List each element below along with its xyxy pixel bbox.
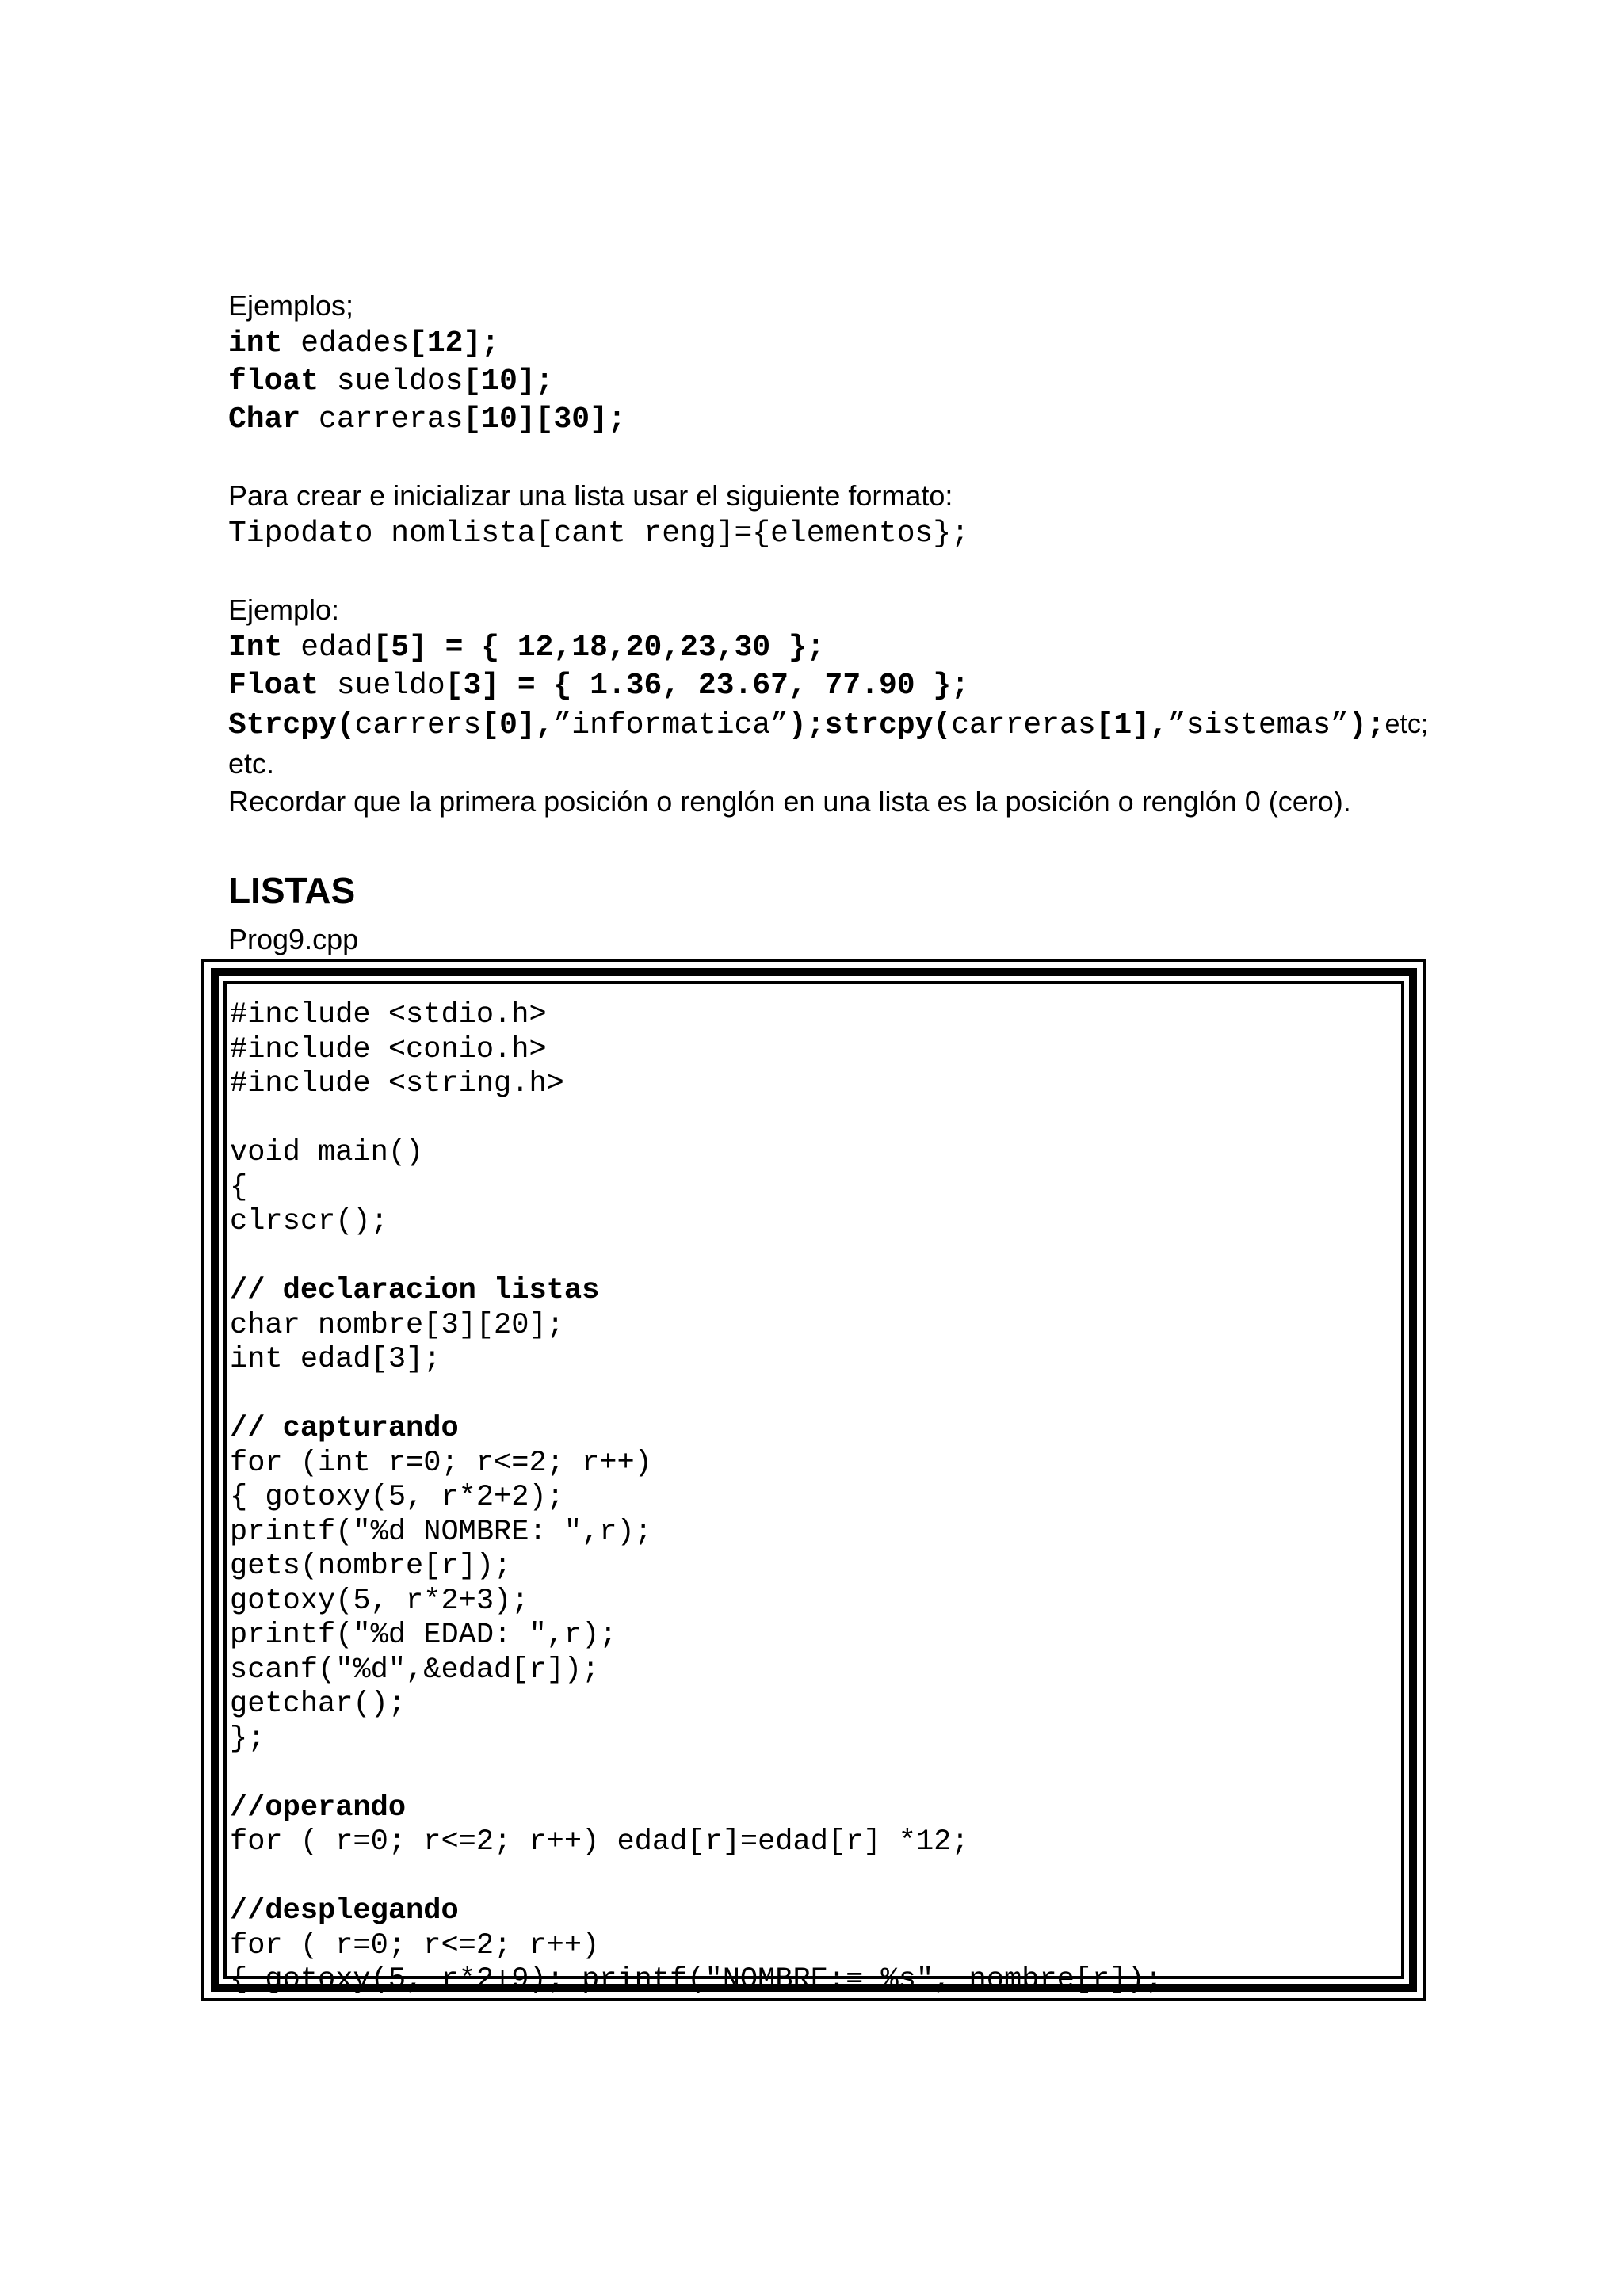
code-line: gets(nombre[r]); — [230, 1550, 512, 1583]
examples-label: Ejemplos; — [228, 289, 354, 322]
code-blank-line — [230, 1102, 1163, 1137]
code-comment-line: // capturando — [230, 1412, 459, 1445]
code-comment-line: //desplegando — [230, 1894, 459, 1928]
decl-line-int: int edades[12]; — [228, 326, 500, 360]
init-line-int: Int edad[5] = { 12,18,20,23,30 }; — [228, 631, 825, 665]
code-line: }; — [230, 1722, 265, 1756]
code-blank-line — [230, 1860, 1163, 1895]
decl-line-char: Char carreras[10][30]; — [228, 402, 626, 437]
reminder-text: Recordar que la primera posición o renglón en una lista es la posición o renglón 0 (cero). — [228, 785, 1351, 818]
intro-section — [228, 287, 1429, 821]
code-line: { — [230, 1170, 248, 1204]
filename-label: Prog9.cpp — [228, 923, 359, 955]
code-listing — [230, 998, 1163, 1998]
code-line: scanf("%d",&edad[r]); — [230, 1653, 600, 1687]
code-line: for (int r=0; r<=2; r++) — [230, 1446, 652, 1480]
code-comment-line: // declaracion listas — [230, 1274, 600, 1307]
code-box-inner — [223, 981, 1404, 1997]
strcpy-line: Strcpy(carrers[0],”informatica”);strcpy(carreras[1],”sistemas”);etc; — [228, 708, 1429, 742]
code-line: char nombre[3][20]; — [230, 1308, 564, 1342]
code-line: printf("%d NOMBRE: ",r); — [230, 1515, 652, 1549]
code-line: printf("%d EDAD: ",r); — [230, 1619, 617, 1652]
format-description: Para crear e inicializar una lista usar el siguiente formato: — [228, 479, 953, 512]
code-line: getchar(); — [230, 1688, 407, 1721]
code-line: gotoxy(5, r*2+3); — [230, 1584, 529, 1618]
etc-line: etc. — [228, 747, 275, 780]
code-line: #include <string.h> — [230, 1067, 564, 1100]
code-line: for ( r=0; r<=2; r++) edad[r]=edad[r] *12; — [230, 1825, 969, 1859]
code-blank-line — [230, 1240, 1163, 1275]
init-line-float: Float sueldo[3] = { 1.36, 23.67, 77.90 }; — [228, 669, 969, 703]
code-line: { gotoxy(5, r*2+9); printf("NOMBRE:= %s", nombre[r]); — [230, 1963, 1163, 1997]
code-line: #include <stdio.h> — [230, 998, 547, 1032]
code-line: #include <conio.h> — [230, 1032, 547, 1066]
decl-line-float: float sueldos[10]; — [228, 364, 554, 399]
format-code: Tipodato nomlista[cant reng]={elementos}; — [228, 517, 969, 551]
code-line: clrscr(); — [230, 1205, 388, 1238]
example-label: Ejemplo: — [228, 593, 340, 626]
code-blank-line — [230, 1756, 1163, 1791]
code-line: void main() — [230, 1136, 424, 1169]
section-heading: LISTAS — [228, 870, 356, 911]
code-box — [201, 959, 1426, 2001]
code-box-frame — [211, 968, 1417, 1997]
code-line: for ( r=0; r<=2; r++) — [230, 1928, 600, 1962]
code-blank-line — [230, 1378, 1163, 1413]
code-line: { gotoxy(5, r*2+2); — [230, 1481, 564, 1514]
code-line: int edad[3]; — [230, 1343, 441, 1376]
code-comment-line: //operando — [230, 1791, 407, 1825]
